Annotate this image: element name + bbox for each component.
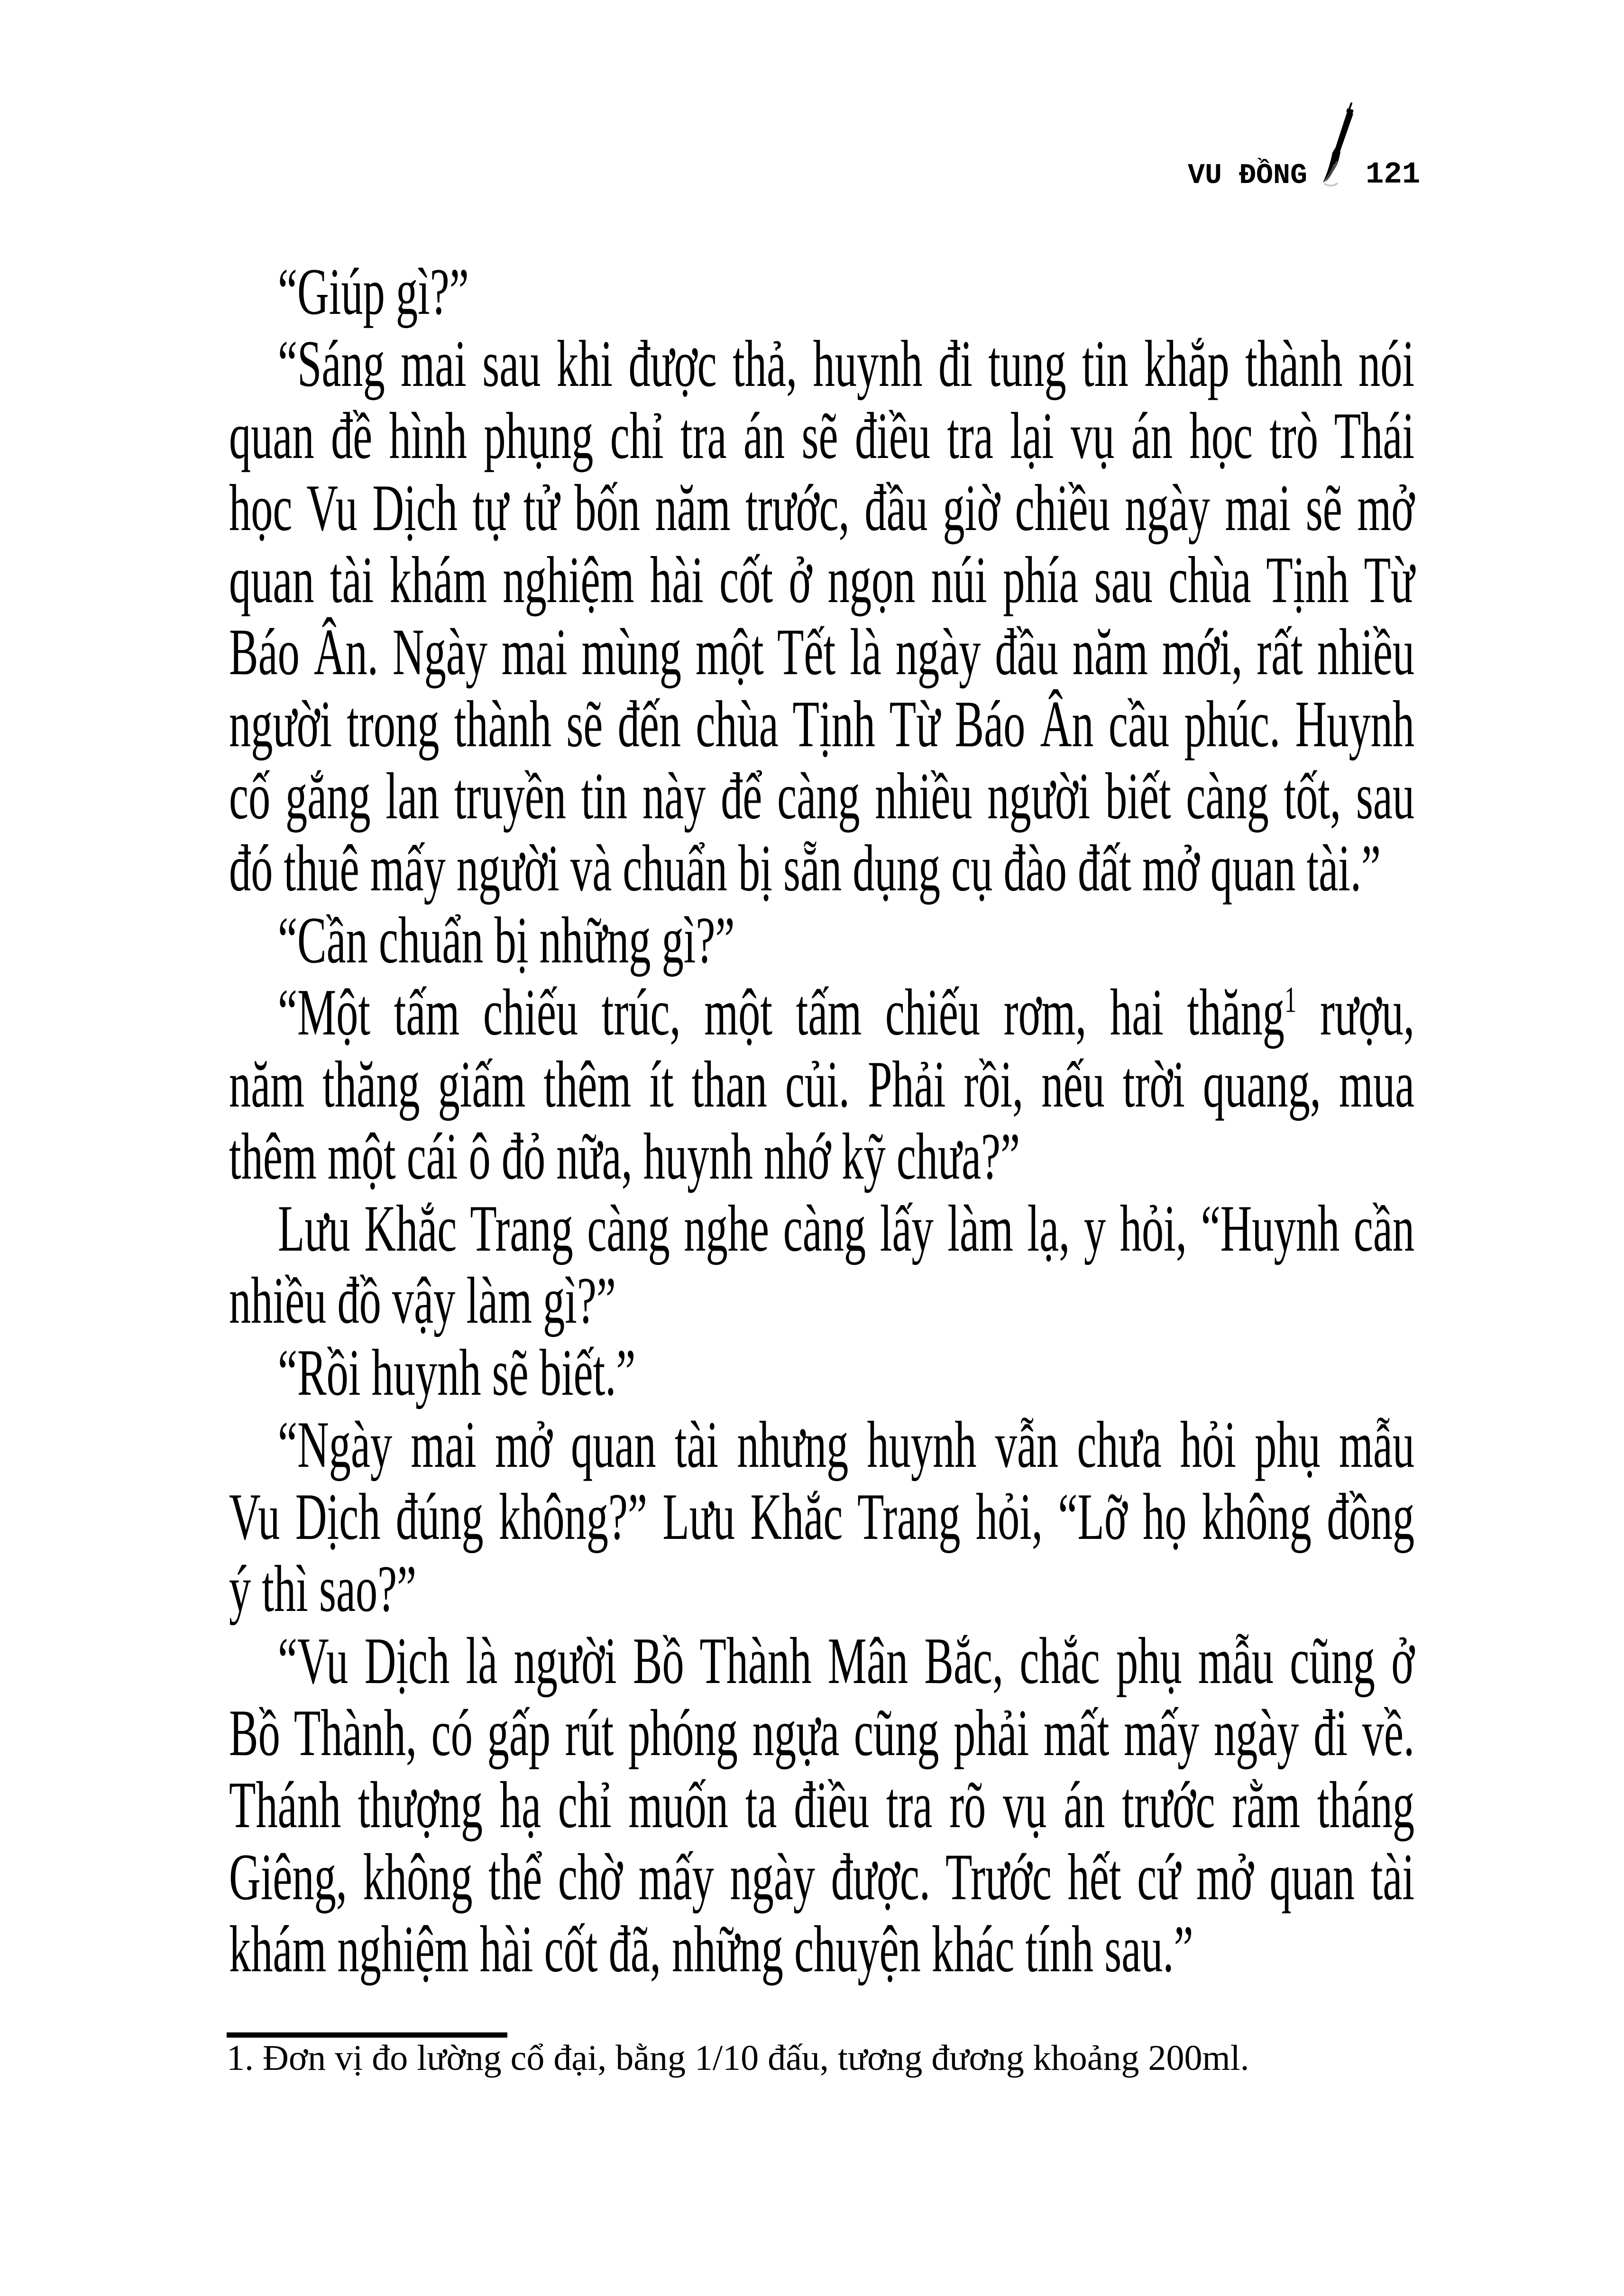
- text-line: Giêng, không thể chờ mấy ngày được. Trước hết cứ mở quan tài: [229, 1840, 1415, 1914]
- text-line: ý thì sao?”: [229, 1552, 417, 1626]
- paragraph: [229, 1625, 1414, 1985]
- text-line: đó thuê mấy người và chuẩn bị sẵn dụng cụ đào đất mở quan tài.”: [229, 832, 1381, 905]
- text-line: quan đề hình phụng chỉ tra án sẽ điều tra lại vụ án học trò Thái: [229, 399, 1415, 473]
- paragraph: [229, 1193, 1414, 1337]
- brush-icon: [1322, 102, 1364, 189]
- text-line: học Vu Dịch tự tử bốn năm trước, đầu giờ chiều ngày mai sẽ mở: [229, 471, 1415, 545]
- paragraph: [229, 977, 1414, 1193]
- paragraph: [229, 256, 1414, 328]
- body-text: [229, 256, 1414, 1985]
- text-line: cố gắng lan truyền tin này để càng nhiều người biết càng tốt, sau: [229, 759, 1415, 833]
- text-line: Bồ Thành, có gấp rút phóng ngựa cũng phải mất mấy ngày đi về.: [229, 1696, 1415, 1770]
- paragraph: [229, 905, 1414, 977]
- text-line: “Cần chuẩn bị những gì?”: [277, 904, 735, 977]
- paragraph: [229, 1409, 1414, 1625]
- text-line: Vu Dịch đúng không?” Lưu Khắc Trang hỏi, “Lỡ họ không đồng: [229, 1480, 1415, 1554]
- text-line: khám nghiệm hài cốt đã, những chuyện khác tính sau.”: [229, 1912, 1193, 1986]
- text-line: Lưu Khắc Trang càng nghe càng lấy làm lạ, y hỏi, “Huynh cần: [277, 1192, 1415, 1265]
- header-page-number: 121: [1366, 158, 1421, 192]
- paragraph: [229, 328, 1414, 905]
- text-line: quan tài khám nghiệm hài cốt ở ngọn núi phía sau chùa Tịnh Từ: [229, 543, 1415, 617]
- text-line: “Một tấm chiếu trúc, một tấm chiếu rơm, hai thăng$^1$ rượu,: [277, 976, 1415, 1049]
- paragraph: [229, 1337, 1414, 1409]
- text-line: “Vu Dịch là người Bồ Thành Mân Bắc, chắc phụ mẫu cũng ở: [277, 1624, 1415, 1698]
- text-line: năm thăng giấm thêm ít than củi. Phải rồi, nếu trời quang, mua: [229, 1048, 1415, 1121]
- text-line: “Ngày mai mở quan tài nhưng huynh vẫn chưa hỏi phụ mẫu: [277, 1408, 1415, 1482]
- footnote-marker: 1: [1284, 979, 1297, 1020]
- text-line: “Giúp gì?”: [277, 255, 469, 329]
- footnote-text: 1. Đơn vị đo lường cổ đại, bằng 1/10 đấu, tương đương khoảng 200ml.: [227, 2038, 1249, 2078]
- text-line: nhiều đồ vậy làm gì?”: [229, 1264, 616, 1337]
- header-book-title: VU ĐỒNG: [1188, 160, 1308, 192]
- text-line: Thánh thượng hạ chỉ muốn ta điều tra rõ vụ án trước rằm tháng: [229, 1768, 1415, 1842]
- text-line: Báo Ân. Ngày mai mùng một Tết là ngày đầu năm mới, rất nhiều: [229, 615, 1415, 689]
- text-line: “Rồi huynh sẽ biết.”: [277, 1336, 636, 1409]
- text-line: thêm một cái ô đỏ nữa, huynh nhớ kỹ chưa?”: [229, 1120, 1020, 1193]
- text-line: người trong thành sẽ đến chùa Tịnh Từ Báo Ân cầu phúc. Huynh: [229, 687, 1415, 761]
- text-line: “Sáng mai sau khi được thả, huynh đi tung tin khắp thành nói: [277, 327, 1415, 401]
